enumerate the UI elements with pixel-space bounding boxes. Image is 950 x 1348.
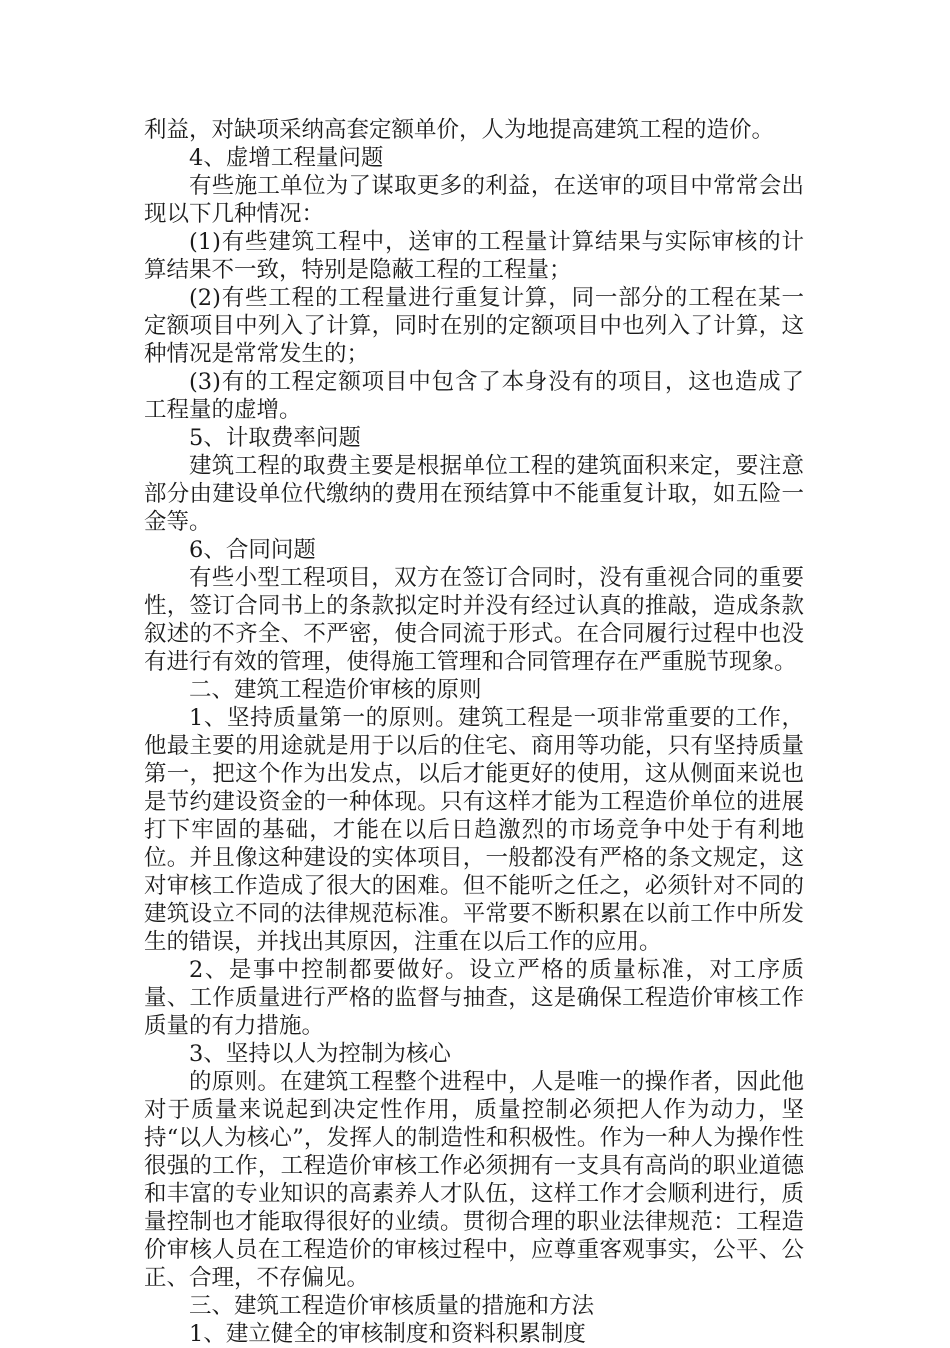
- paragraph: 有些施工单位为了谋取更多的利益，在送审的项目中常常会出现以下几种情况：: [144, 173, 804, 227]
- list-item: (2)有些工程的工程量进行重复计算，同一部分的工程在某一定额项目中列入了计算，同时在别的定额项目中也列入了计算，这种情况是常常发生的；: [144, 285, 804, 367]
- section-heading: 5、计取费率问题: [189, 425, 361, 451]
- paragraph: 2、是事中控制都要做好。设立严格的质量标准，对工序质量、工作质量进行严格的监督与抽查，这是确保工程造价审核工作质量的有力措施。: [144, 957, 804, 1039]
- paragraph: 的原则。在建筑工程整个进程中，人是唯一的操作者，因此他对于质量来说起到决定性作用，质量控制必须把人作为动力，坚持“以人为核心”，发挥人的制造性和积极性。作为一种人为操作性很强的工作，工程造价审核工作必须拥有一支具有高尚的职业道德和丰富的专业知识的高素养人才队伍，这样工作才会顺利进行，质量控制也才能取得很好的业绩。贯彻合理的职业法律规范：工程造价审核人员在工程造价的审核过程中，应尊重客观事实，公平、公正、合理，不存偏见。: [144, 1069, 804, 1291]
- section-heading: 3、坚持以人为控制为核心: [189, 1041, 451, 1067]
- paragraph: 1、坚持质量第一的原则。建筑工程是一项非常重要的工作，他最主要的用途就是用于以后的住宅、商用等功能，只有坚持质量第一，把这个作为出发点，以后才能更好的使用，这从侧面来说也是节约建设资金的一种体现。只有这样才能为工程造价单位的进展打下牢固的基础，才能在以后日趋激烈的市场竞争中处于有利地位。并且像这种建设的实体项目，一般都没有严格的条文规定，这对审核工作造成了很大的困难。但不能听之任之，必须针对不同的建筑设立不同的法律规范标准。平常要不断积累在以前工作中所发生的错误，并找出其原因，注重在以后工作的应用。: [144, 705, 804, 955]
- list-item: (1)有些建筑工程中，送审的工程量计算结果与实际审核的计算结果不一致，特别是隐蔽工程的工程量；: [144, 229, 804, 283]
- list-item: (3)有的工程定额项目中包含了本身没有的项目，这也造成了工程量的虚增。: [144, 369, 804, 423]
- section-heading: 6、合同问题: [189, 537, 316, 563]
- paragraph: 有些小型工程项目，双方在签订合同时，没有重视合同的重要性，签订合同书上的条款拟定时并没有经过认真的推敲，造成条款叙述的不齐全、不严密，使合同流于形式。在合同履行过程中也没有进行有效的管理，使得施工管理和合同管理存在严重脱节现象。: [144, 565, 804, 675]
- document-page: [144, 116, 804, 1348]
- section-heading: 1、建立健全的审核制度和资料积累制度: [189, 1321, 586, 1347]
- chapter-heading: 二、建筑工程造价审核的原则: [189, 677, 482, 703]
- section-heading: 4、虚增工程量问题: [189, 145, 384, 171]
- paragraph: 建筑工程的取费主要是根据单位工程的建筑面积来定，要注意部分由建设单位代缴纳的费用在预结算中不能重复计取，如五险一金等。: [144, 453, 804, 535]
- chapter-heading: 三、建筑工程造价审核质量的措施和方法: [189, 1293, 595, 1319]
- paragraph: 利益，对缺项采纳高套定额单价，人为地提高建筑工程的造价。: [144, 117, 775, 143]
